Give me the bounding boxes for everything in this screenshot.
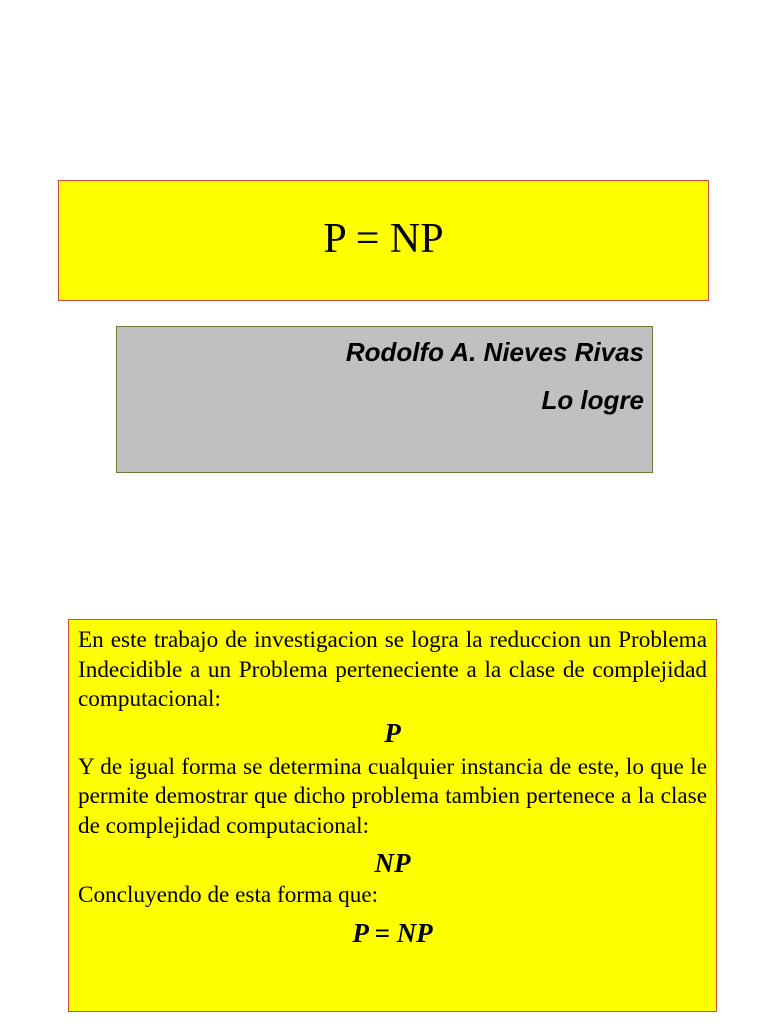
complexity-class-np: NP [374, 848, 411, 878]
author-note: Lo logre [541, 385, 644, 415]
abstract-paragraph-2: Y de igual forma se determina cualquier instancia de este, lo que le permite demostrar que dicho problema tambien pertenece a la clase de complejidad computacional: [78, 753, 707, 839]
abstract-box [68, 619, 717, 1012]
abstract-paragraph-3: Concluyendo de esta forma que: [78, 882, 379, 908]
complexity-class-p: P [384, 717, 401, 748]
author-box [116, 326, 653, 473]
conclusion-equation: P = NP [352, 917, 433, 948]
abstract-paragraph-1: En este trabajo de investigacion se logra la reduccion un Problema Indecidible a un Problema perteneciente a la clase de complejidad computacional: [78, 627, 707, 712]
title-box [58, 180, 709, 301]
author-name: Rodolfo A. Nieves Rivas [345, 337, 644, 367]
page-title: P = NP [323, 215, 444, 262]
